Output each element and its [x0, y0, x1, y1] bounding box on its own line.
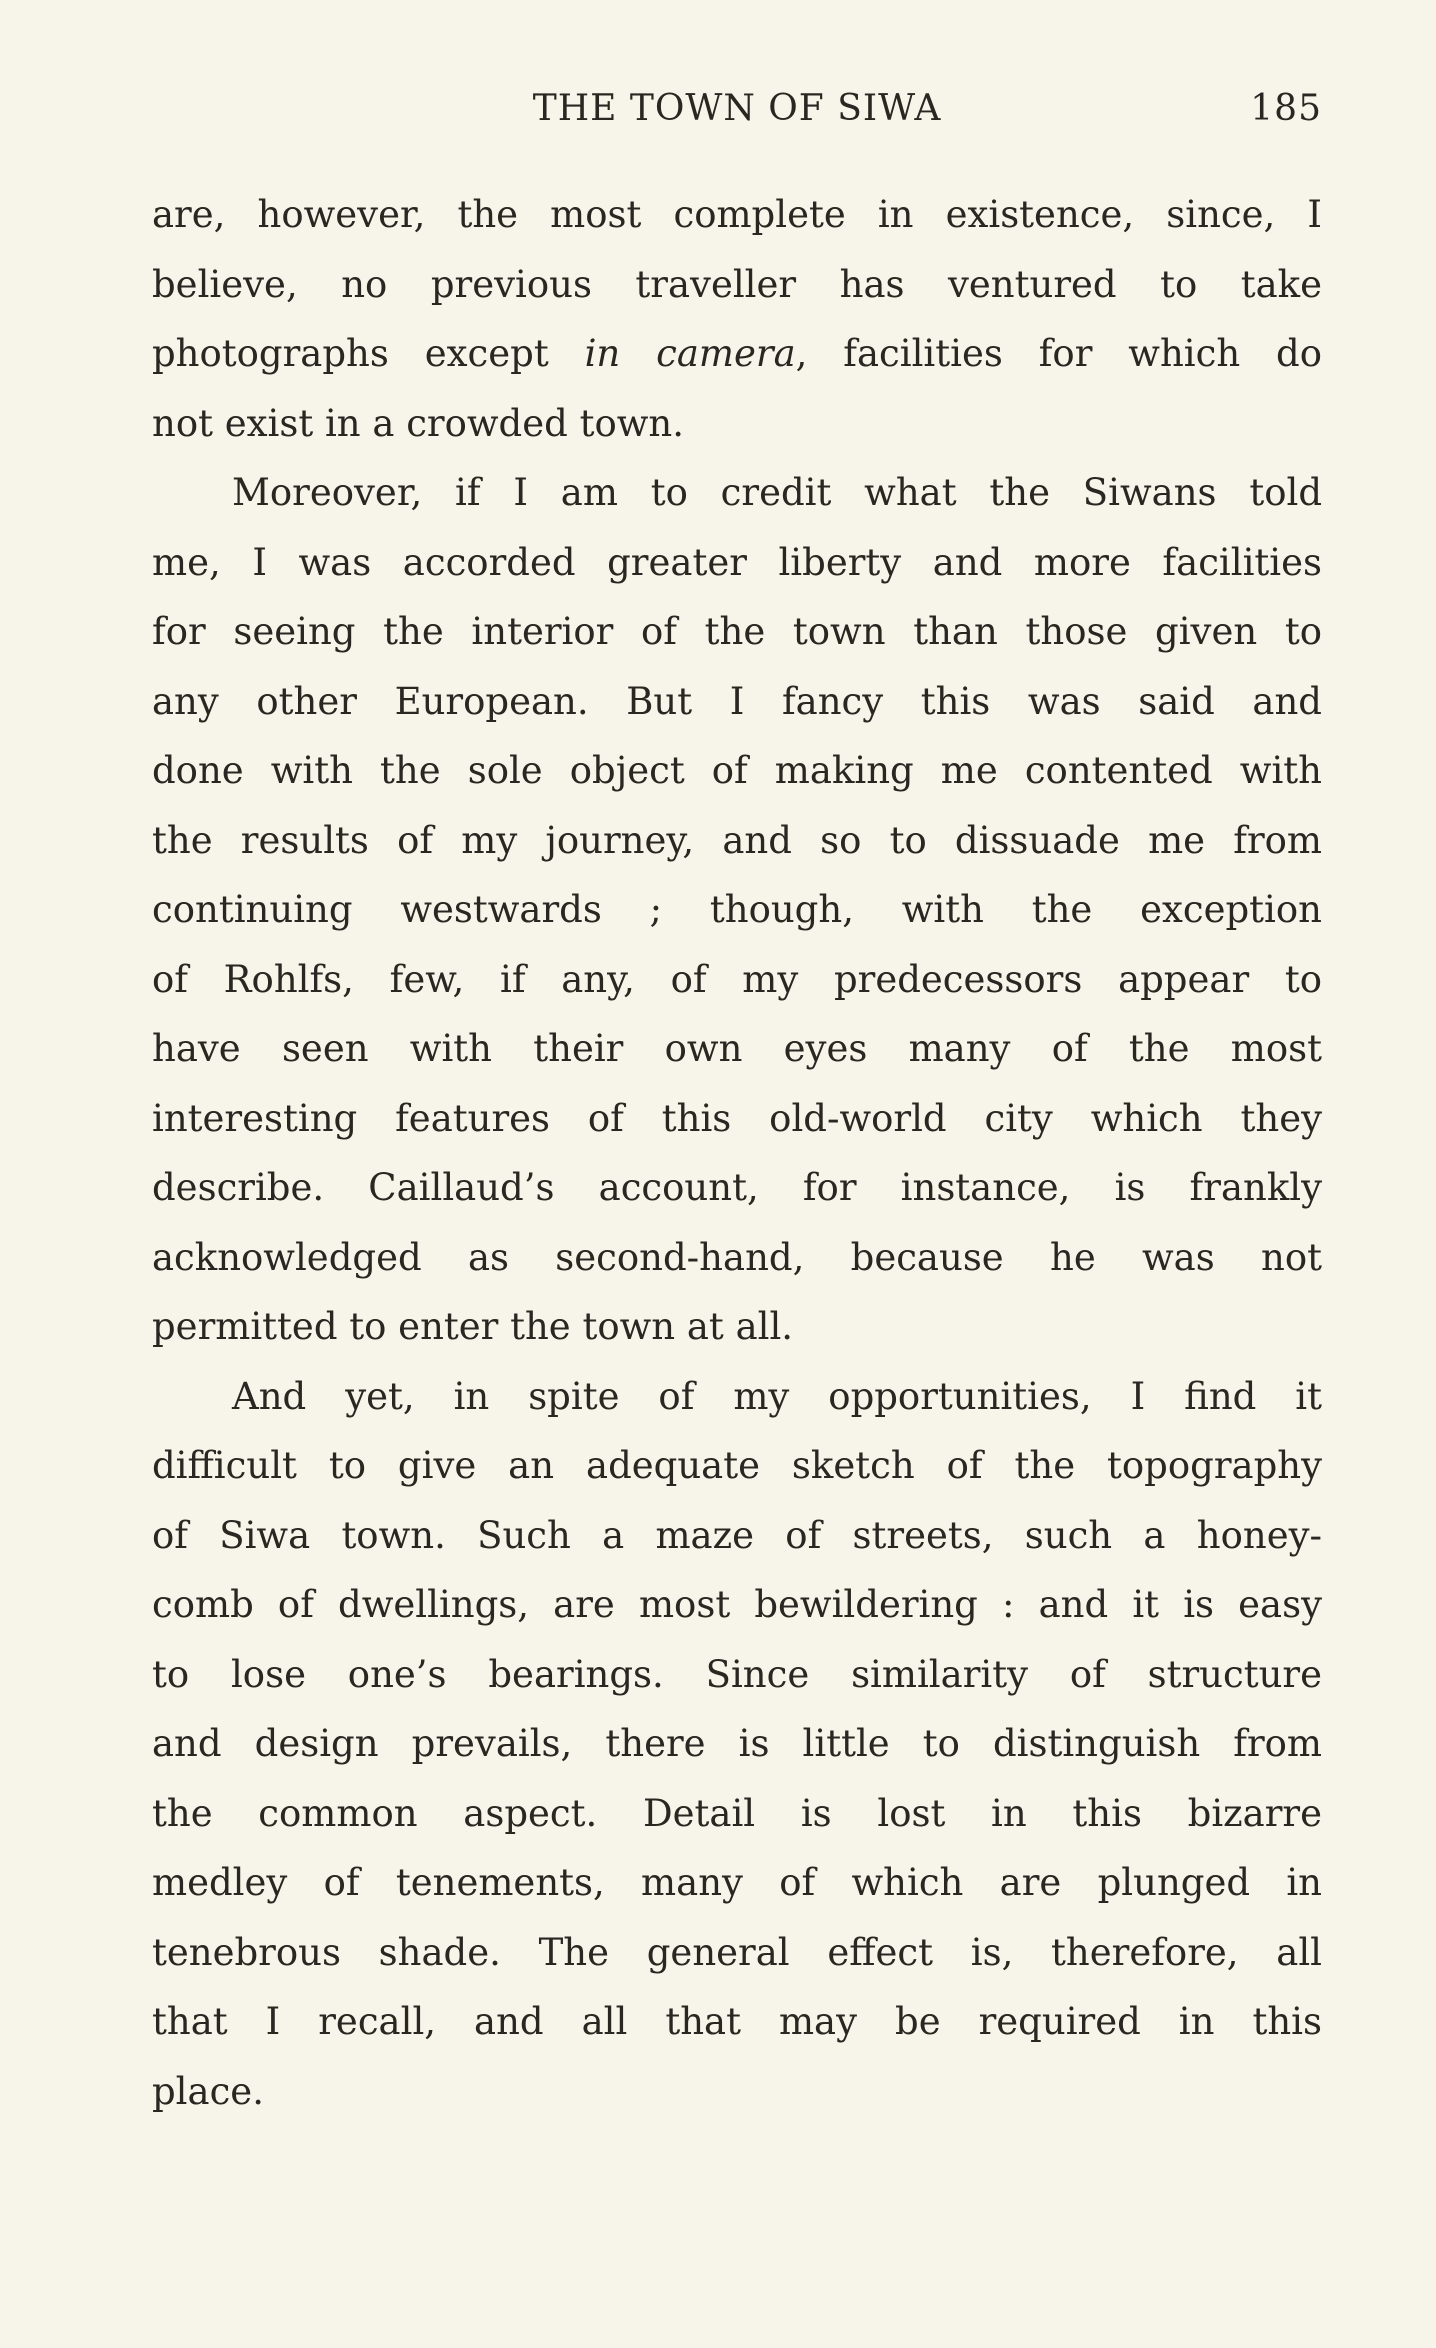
text-line: any other European. But I fancy this was said and: [152, 679, 1322, 723]
text-line: done with the sole object of making me contented with: [152, 749, 1322, 792]
page-header: [152, 88, 1322, 138]
text-line: [152, 319, 1322, 389]
text-line: comb of dwellings, are most bewildering : and it is easy: [152, 1583, 1322, 1626]
page-number: 185: [1250, 88, 1322, 129]
text-line: place.: [152, 2069, 264, 2113]
text-line: of Rohlfs, few, if any, of my predecessors appear to: [152, 957, 1322, 1001]
text-line: acknowledged as second-hand, because he was not: [152, 1235, 1322, 1279]
text-line: continuing westwards ; though, with the exception: [152, 888, 1322, 931]
paragraph-1: [152, 180, 1322, 458]
text-line: Moreover, if I am to credit what the Siwans told: [232, 471, 1322, 514]
text-line: that I recall, and all that may be required in this: [152, 2000, 1322, 2043]
text-line: describe. Caillaud’s account, for instance, is frankly: [152, 1166, 1322, 1209]
paragraph-2: [152, 458, 1322, 1362]
text-line: have seen with their own eyes many of the most: [152, 1027, 1322, 1070]
text-line: the common aspect. Detail is lost in this bizarre: [152, 1791, 1322, 1835]
paragraph-3: [152, 1362, 1322, 2127]
text-line: the results of my journey, and so to dissuade me from: [152, 818, 1322, 862]
text-line: are, however, the most complete in existence, since, I: [152, 193, 1322, 236]
text-line: medley of tenements, many of which are plunged in: [152, 1861, 1322, 1904]
text-line: interesting features of this old-world city which they: [152, 1096, 1322, 1140]
text-line: not exist in a crowded town.: [152, 401, 684, 445]
text-line: me, I was accorded greater liberty and more facilities: [152, 540, 1322, 584]
text-line: and design prevails, there is little to distinguish from: [152, 1722, 1322, 1765]
text-line: to lose one’s bearings. Since similarity of structure: [152, 1652, 1322, 1696]
text-line: for seeing the interior of the town than those given to: [152, 610, 1322, 653]
text-line: permitted to enter the town at all.: [152, 1305, 794, 1348]
running-title: THE TOWN OF SIWA: [532, 88, 942, 129]
text-line: tenebrous shade. The general effect is, therefore, all: [152, 1930, 1322, 1974]
body-text: [152, 180, 1322, 2126]
italic-phrase: in camera: [584, 332, 796, 375]
text-line: difficult to give an adequate sketch of the topography: [152, 1444, 1322, 1487]
text-line: of Siwa town. Such a maze of streets, such a honey-: [152, 1513, 1322, 1557]
text-segment: , facilities for which do: [795, 332, 1323, 375]
text-line: believe, no previous traveller has ventured to take: [152, 262, 1322, 306]
text-segment: photographs except: [152, 332, 585, 375]
text-line: And yet, in spite of my opportunities, I find it: [232, 1374, 1322, 1418]
